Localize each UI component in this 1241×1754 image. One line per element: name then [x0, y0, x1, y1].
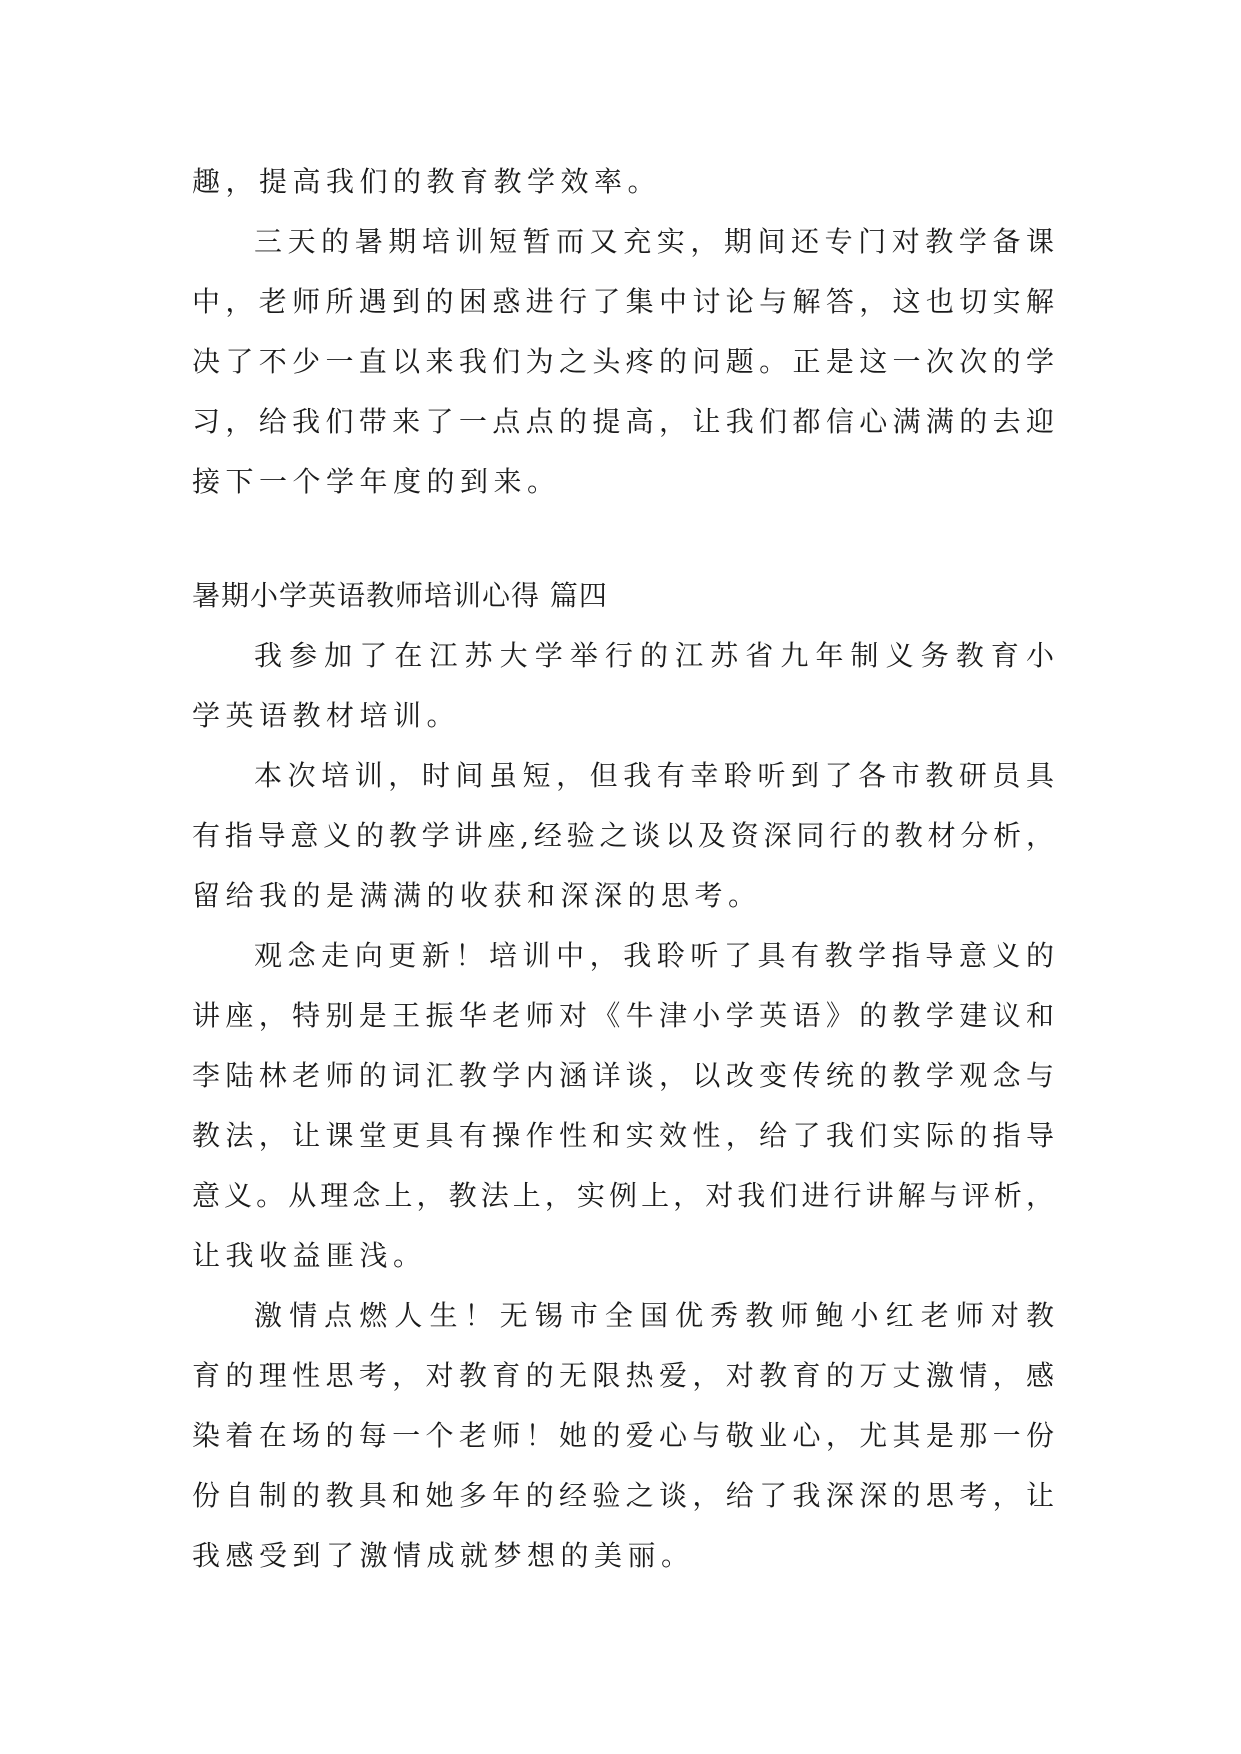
paragraph-summer-training [192, 212, 1054, 512]
text-line: 激情点燃人生！无锡市全国优秀教师鲍小红老师对教 [254, 1299, 1054, 1332]
paragraph-continuation [192, 152, 1054, 212]
paragraph-training-summary [192, 746, 1054, 926]
text-line: 让我收益匪浅。 [192, 1239, 427, 1272]
text-line: 本次培训，时间虽短，但我有幸聆听到了各市教研员具 [254, 759, 1054, 792]
text-line: 意义。从理念上，教法上，实例上，对我们进行讲解与评析， [192, 1179, 1054, 1212]
text-line: 习，给我们带来了一点点的提高，让我们都信心满满的去迎 [192, 405, 1054, 438]
text-line: 讲座，特别是王振华老师对《牛津小学英语》的教学建议和 [192, 999, 1054, 1032]
paragraph-intro [192, 626, 1054, 746]
text-line: 中，老师所遇到的困惑进行了集中讨论与解答，这也切实解 [192, 285, 1054, 318]
section-gap [192, 512, 1054, 566]
text-line: 有指导意义的教学讲座,经验之谈以及资深同行的教材分析， [192, 819, 1054, 852]
text-line: 教法，让课堂更具有操作性和实效性，给了我们实际的指导 [192, 1119, 1054, 1152]
text-line: 决了不少一直以来我们为之头疼的问题。正是这一次次的学 [192, 345, 1054, 378]
text-line: 我参加了在江苏大学举行的江苏省九年制义务教育小 [254, 639, 1054, 672]
text-line: 育的理性思考，对教育的无限热爱，对教育的万丈激情，感 [192, 1359, 1054, 1392]
document-page [192, 152, 1054, 1586]
text-line: 三天的暑期培训短暂而又充实，期间还专门对教学备课 [254, 225, 1054, 258]
text-line: 份自制的教具和她多年的经验之谈，给了我深深的思考，让 [192, 1479, 1054, 1512]
text-line: 接下一个学年度的到来。 [192, 465, 561, 498]
paragraph-passion [192, 1286, 1054, 1586]
text-line: 李陆林老师的词汇教学内涵详谈，以改变传统的教学观念与 [192, 1059, 1054, 1092]
section-heading: 暑期小学英语教师培训心得 篇四 [192, 579, 608, 612]
text-line: 观念走向更新！培训中，我聆听了具有教学指导意义的 [254, 939, 1054, 972]
text-line: 留给我的是满满的收获和深深的思考。 [192, 879, 762, 912]
text-line: 学英语教材培训。 [192, 699, 461, 732]
paragraph-concept-update [192, 926, 1054, 1286]
text-line: 染着在场的每一个老师！她的爱心与敬业心，尤其是那一份 [192, 1419, 1054, 1452]
text-line: 趣，提高我们的教育教学效率。 [192, 165, 662, 198]
text-line: 我感受到了激情成就梦想的美丽。 [192, 1539, 695, 1572]
